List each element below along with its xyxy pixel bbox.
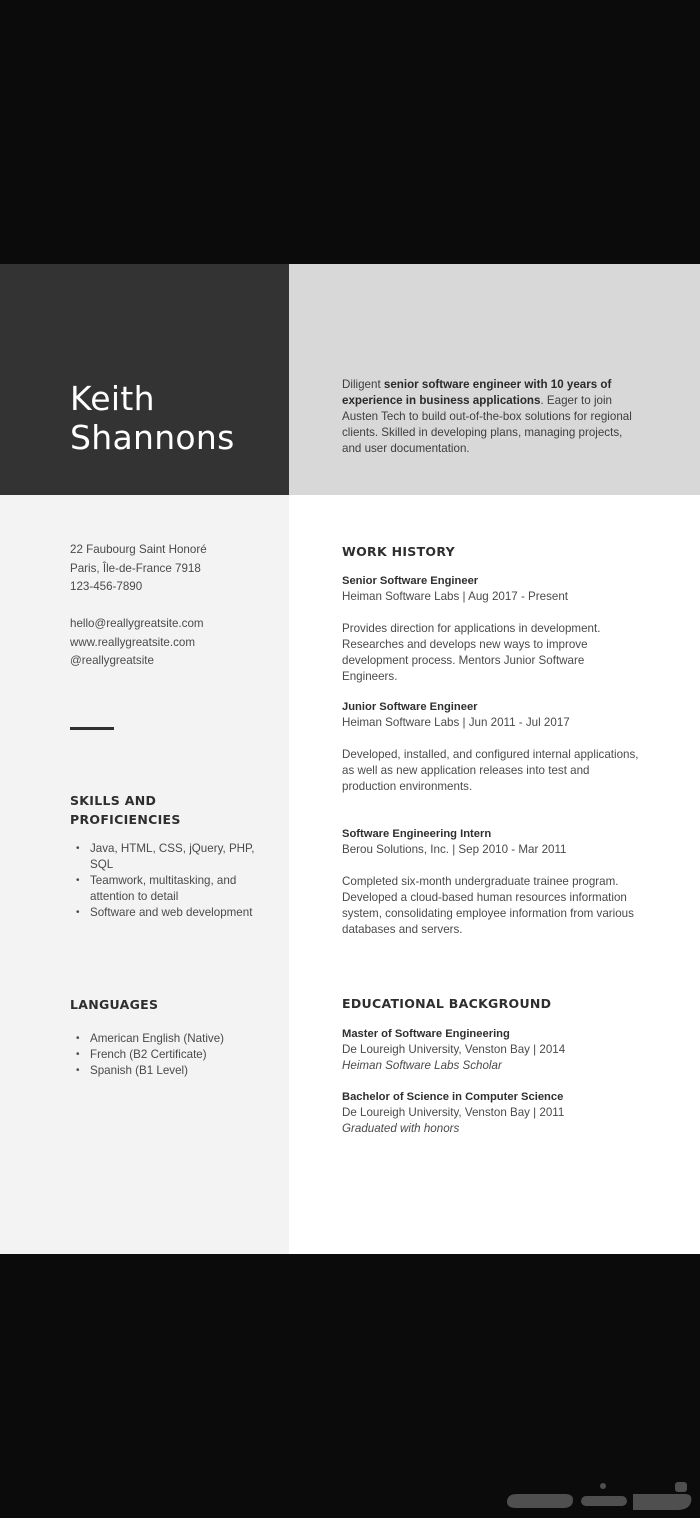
section-divider	[70, 727, 114, 730]
job-company-dates: Heiman Software Labs | Aug 2017 - Present	[342, 590, 568, 603]
degree-note: Graduated with honors	[342, 1122, 460, 1135]
skill-item: • Java, HTML, CSS, jQuery, PHP, SQL	[76, 842, 255, 871]
last-name: Shannons	[70, 418, 235, 457]
resume-page	[0, 264, 700, 1254]
summary-highlight: senior software engineer with 10 years of experience in business applications	[342, 378, 612, 407]
contact-address-block	[70, 541, 207, 597]
language-item: • Spanish (B1 Level)	[76, 1064, 188, 1077]
job-role: Junior Software Engineer	[342, 701, 478, 713]
education-heading: EDUCATIONAL BACKGROUND	[342, 996, 552, 1011]
education-entry	[342, 1026, 642, 1074]
education-entry	[342, 1089, 642, 1137]
summary-paragraph	[342, 377, 632, 457]
address-line-2: Paris, Île-de-France 7918	[70, 561, 201, 575]
school-and-year: De Loureigh University, Venston Bay | 2014	[342, 1043, 566, 1056]
email-address: hello@reallygreatsite.com	[70, 617, 204, 630]
website-url: www.reallygreatsite.com	[70, 635, 195, 649]
job-company-dates: Berou Solutions, Inc. | Sep 2010 - Mar 2011	[342, 843, 567, 856]
job-description: Provides direction for applications in development. Researches and develops new ways to improve development process. Mentors Junior Software Engineers.	[342, 622, 601, 683]
degree-note: Heiman Software Labs Scholar	[342, 1059, 502, 1072]
candidate-name	[70, 379, 235, 457]
job-description: Developed, installed, and configured internal applications, as well as new application releases into test and production environments.	[342, 748, 639, 793]
job-role: Software Engineering Intern	[342, 828, 492, 840]
skill-item: • Software and web development	[76, 906, 253, 919]
job-entry	[342, 699, 642, 795]
job-role: Senior Software Engineer	[342, 575, 479, 587]
phone-number: 123-456-7890	[70, 580, 143, 593]
address-line-1: 22 Faubourg Saint Honoré	[70, 543, 207, 556]
degree-name: Master of Software Engineering	[342, 1028, 510, 1040]
job-entry	[342, 573, 642, 685]
summary-intro: Diligent	[342, 378, 384, 391]
skills-heading: SKILLS AND PROFICIENCIES	[70, 793, 181, 827]
degree-name: Bachelor of Science in Computer Science	[342, 1091, 564, 1103]
work-history-heading: WORK HISTORY	[342, 544, 455, 559]
school-and-year: De Loureigh University, Venston Bay | 2011	[342, 1106, 565, 1119]
languages-heading: LANGUAGES	[70, 997, 159, 1012]
languages-list	[76, 1031, 276, 1079]
job-description: Completed six-month undergraduate trainee program. Developed a cloud-based human resources information system, consolidating employee information from various databases and servers.	[342, 875, 634, 936]
language-item: • French (B2 Certificate)	[76, 1048, 207, 1061]
job-company-dates: Heiman Software Labs | Jun 2011 - Jul 2017	[342, 716, 570, 729]
job-entry	[342, 826, 642, 938]
summary-rest: . Eager to join Austen Tech to build out-of-the-box solutions for regional clients. Skilled in developing plans, managing projects, and user documentation.	[342, 394, 632, 455]
haraj-watermark-logo	[505, 1480, 695, 1514]
first-name: Keith	[70, 379, 155, 418]
contact-web-block	[70, 615, 204, 671]
social-handle: @reallygreatsite	[70, 654, 154, 667]
skill-item: • Teamwork, multitasking, and attention to detail	[76, 874, 237, 903]
language-item: • American English (Native)	[76, 1032, 225, 1045]
skills-list	[76, 841, 256, 921]
